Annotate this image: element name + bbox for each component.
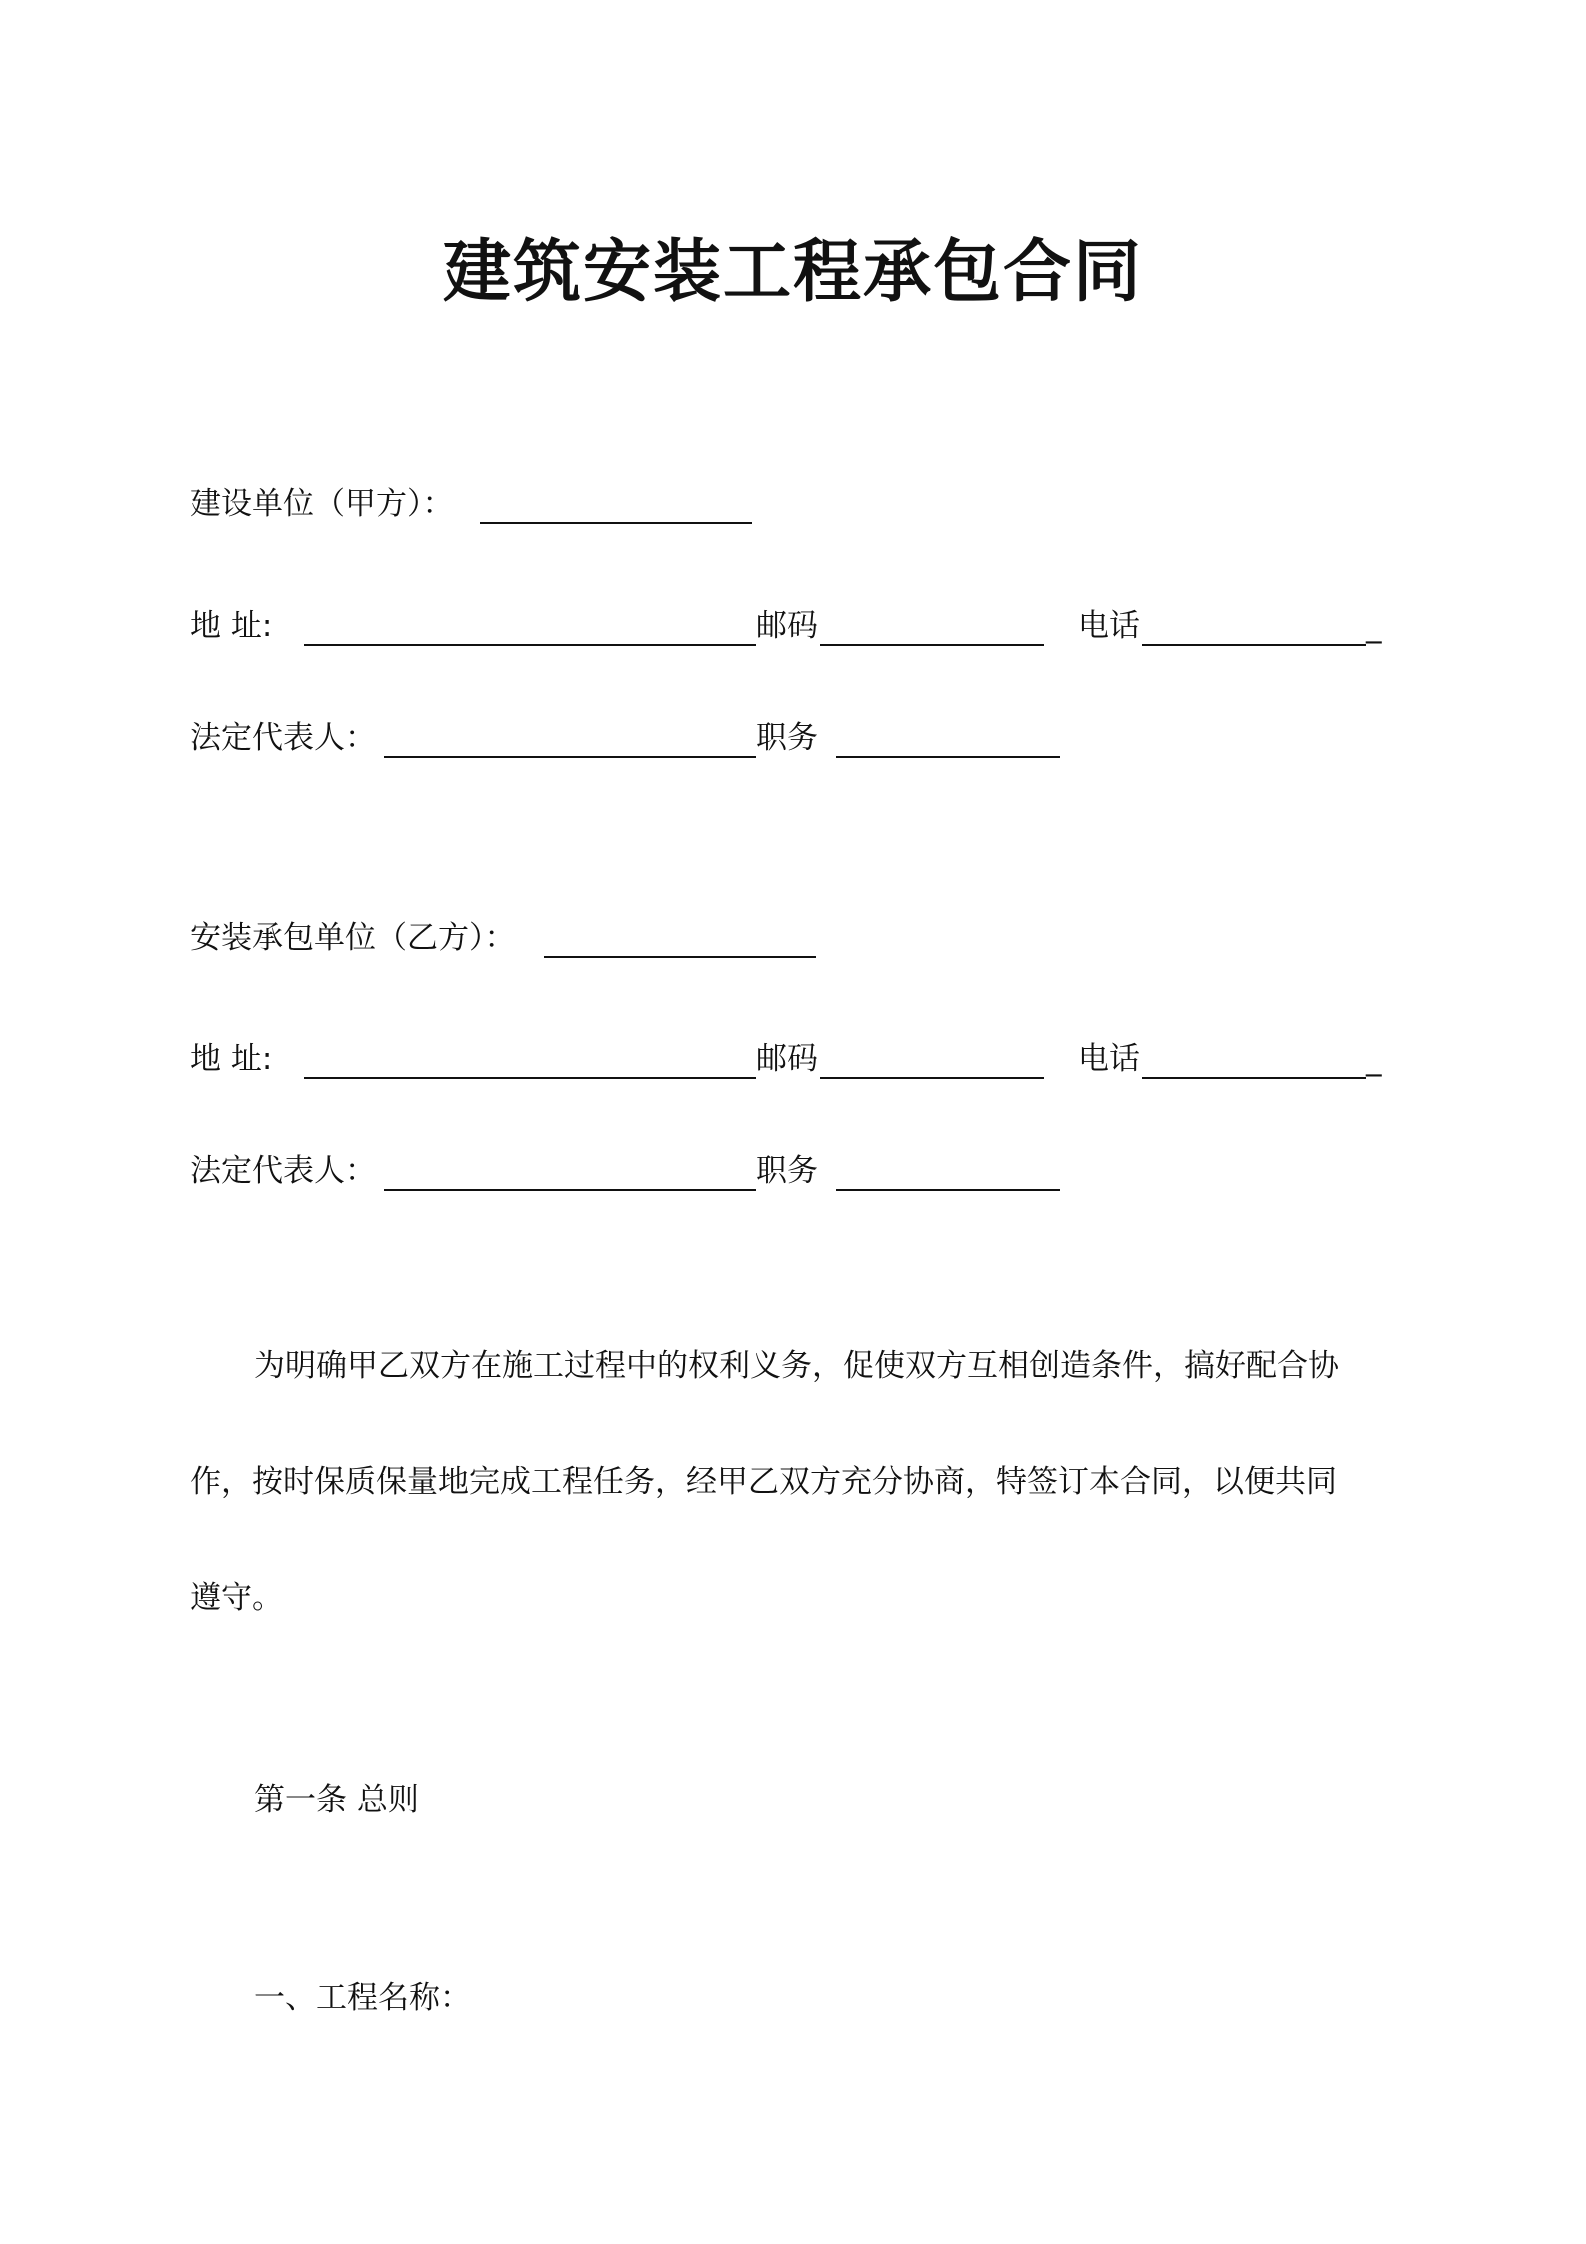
party-a-unit-row [190,482,790,526]
party-a-address-row [190,604,1390,648]
party-b-unit-blank[interactable] [544,956,816,958]
party-a-unit-blank[interactable] [480,522,752,524]
article-1-heading: 第一条 总则 [254,1782,419,1818]
party-a-phone-tail: _ [1366,608,1382,644]
party-b-postcode-label: 邮码 [756,1041,818,1077]
party-b-rep-row [190,1149,1090,1193]
party-a-address-blank[interactable] [304,644,756,646]
party-a-phone-label: 电话 [1078,608,1140,644]
document-title: 建筑安装工程承包合同 [442,233,1143,312]
party-b-position-blank[interactable] [836,1189,1060,1191]
party-a-position-label: 职务 [756,720,818,756]
party-b-unit-label: 安装承包单位（乙方）： [190,920,516,956]
party-a-postcode-blank[interactable] [820,644,1044,646]
party-b-address-blank[interactable] [304,1077,756,1079]
preamble-line-1: 为明确甲乙双方在施工过程中的权利义务，促使双方互相创造条件，搞好配合协 [254,1348,1339,1384]
party-a-unit-label: 建设单位（甲方）： [190,486,454,522]
party-b-address-row [190,1037,1390,1081]
party-a-rep-label: 法定代表人： [190,720,376,756]
party-a-rep-blank[interactable] [384,756,756,758]
preamble-paragraph [190,1344,1380,1624]
article-1-item-1: 一、工程名称： [254,1980,471,2016]
party-b-phone-label: 电话 [1078,1041,1140,1077]
preamble-line-2: 作，按时保质保量地完成工程任务，经甲乙双方充分协商，特签订本合同，以便共同 [190,1464,1337,1500]
party-b-rep-label: 法定代表人： [190,1153,376,1189]
party-a-rep-row [190,716,1090,760]
party-b-phone-blank[interactable] [1142,1077,1366,1079]
party-a-phone-blank[interactable] [1142,644,1366,646]
party-a-postcode-label: 邮码 [756,608,818,644]
party-b-phone-tail: _ [1366,1041,1382,1077]
preamble-line-3: 遵守。 [190,1580,283,1616]
party-a-position-blank[interactable] [836,756,1060,758]
party-b-postcode-blank[interactable] [820,1077,1044,1079]
party-b-address-label: 地 址: [190,1041,273,1077]
party-b-rep-blank[interactable] [384,1189,756,1191]
party-b-unit-row [190,916,890,960]
party-b-position-label: 职务 [756,1153,818,1189]
party-a-address-label: 地 址: [190,608,273,644]
